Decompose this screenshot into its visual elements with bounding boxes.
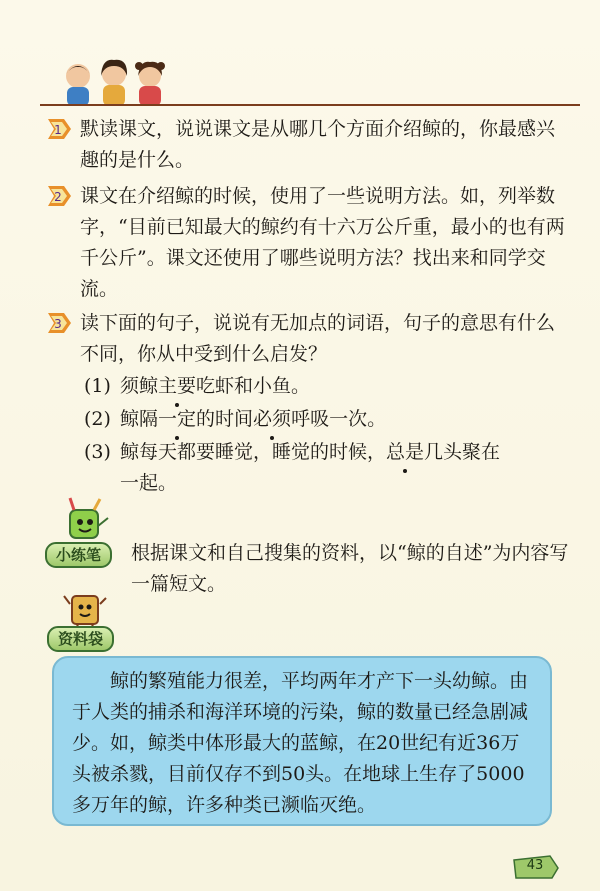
exercise-text: 根据课文和自己搜集的资料，以“鲸的自述”为内容写一篇短文。: [131, 542, 569, 595]
info-box: [52, 656, 552, 826]
pencil-mascot-icon: [60, 496, 110, 544]
sentence-part: 须鲸: [120, 375, 159, 397]
book-mascot-icon: [62, 586, 108, 630]
info-badge: 资料袋: [47, 626, 114, 652]
svg-text:2: 2: [54, 190, 62, 204]
number-marker-icon: [46, 311, 72, 335]
sentence-part: 呼吸一次。: [291, 408, 387, 430]
number-marker-icon: [46, 184, 72, 208]
svg-text:3: 3: [54, 317, 62, 331]
exercise-badge: 小练笔: [45, 542, 112, 568]
sentence-label: (1): [84, 375, 111, 397]
question-2: [40, 181, 570, 305]
sentence-label: (3): [84, 441, 111, 463]
svg-text:1: 1: [54, 123, 62, 137]
sentence-label: (2): [84, 408, 111, 430]
page-number: [512, 854, 560, 880]
sentence-part: 鲸每天都要睡觉，睡觉的时候，: [120, 441, 387, 463]
number-marker-icon: [46, 117, 72, 141]
sentence-part: 吃虾和小鱼。: [196, 375, 311, 397]
sentence-continuation: 一起。: [120, 472, 178, 494]
dotted-word: 一定: [158, 404, 196, 435]
page-number-text: 43: [526, 858, 544, 873]
question-3: [40, 308, 570, 370]
header-rule: [40, 104, 580, 106]
sentence-part: 的时间: [196, 408, 254, 430]
question-text: 默读课文，说说课文是从哪几个方面介绍鲸的，你最感兴趣的是什么。: [80, 118, 556, 171]
question-text: 读下面的句子，说说有无加点的词语，句子的意思有什么不同，你从中受到什么启发？: [80, 312, 556, 365]
sentence-1: [84, 371, 564, 402]
dotted-word: 主要: [158, 371, 196, 402]
dotted-word: 必须: [253, 404, 291, 435]
sentence-2: [84, 404, 564, 435]
dotted-word: 总是: [386, 437, 424, 468]
question-text: 课文在介绍鲸的时候，使用了一些说明方法。如，列举数字，“目前已知最大的鲸约有十六万公斤重，最小的也有两千公斤”。课文还使用了哪些说明方法？找出来和同学交流。: [80, 185, 565, 300]
children-illustration: [58, 54, 170, 106]
sentence-part: 几头聚在: [424, 441, 501, 463]
question-1: [40, 114, 570, 176]
sentence-part: 鲸隔: [120, 408, 159, 430]
info-text: 鲸的繁殖能力很差，平均两年才产下一头幼鲸。由于人类的捕杀和海洋环境的污染，鲸的数量已经急剧减少。如，鲸类中体形最大的蓝鲸，在20世纪有近36万头被杀戮，目前仅存不到50头。在地球上生存了5000多万年的鲸，许多种类已濒临灭绝。: [72, 670, 529, 816]
sentence-3: [84, 437, 564, 499]
